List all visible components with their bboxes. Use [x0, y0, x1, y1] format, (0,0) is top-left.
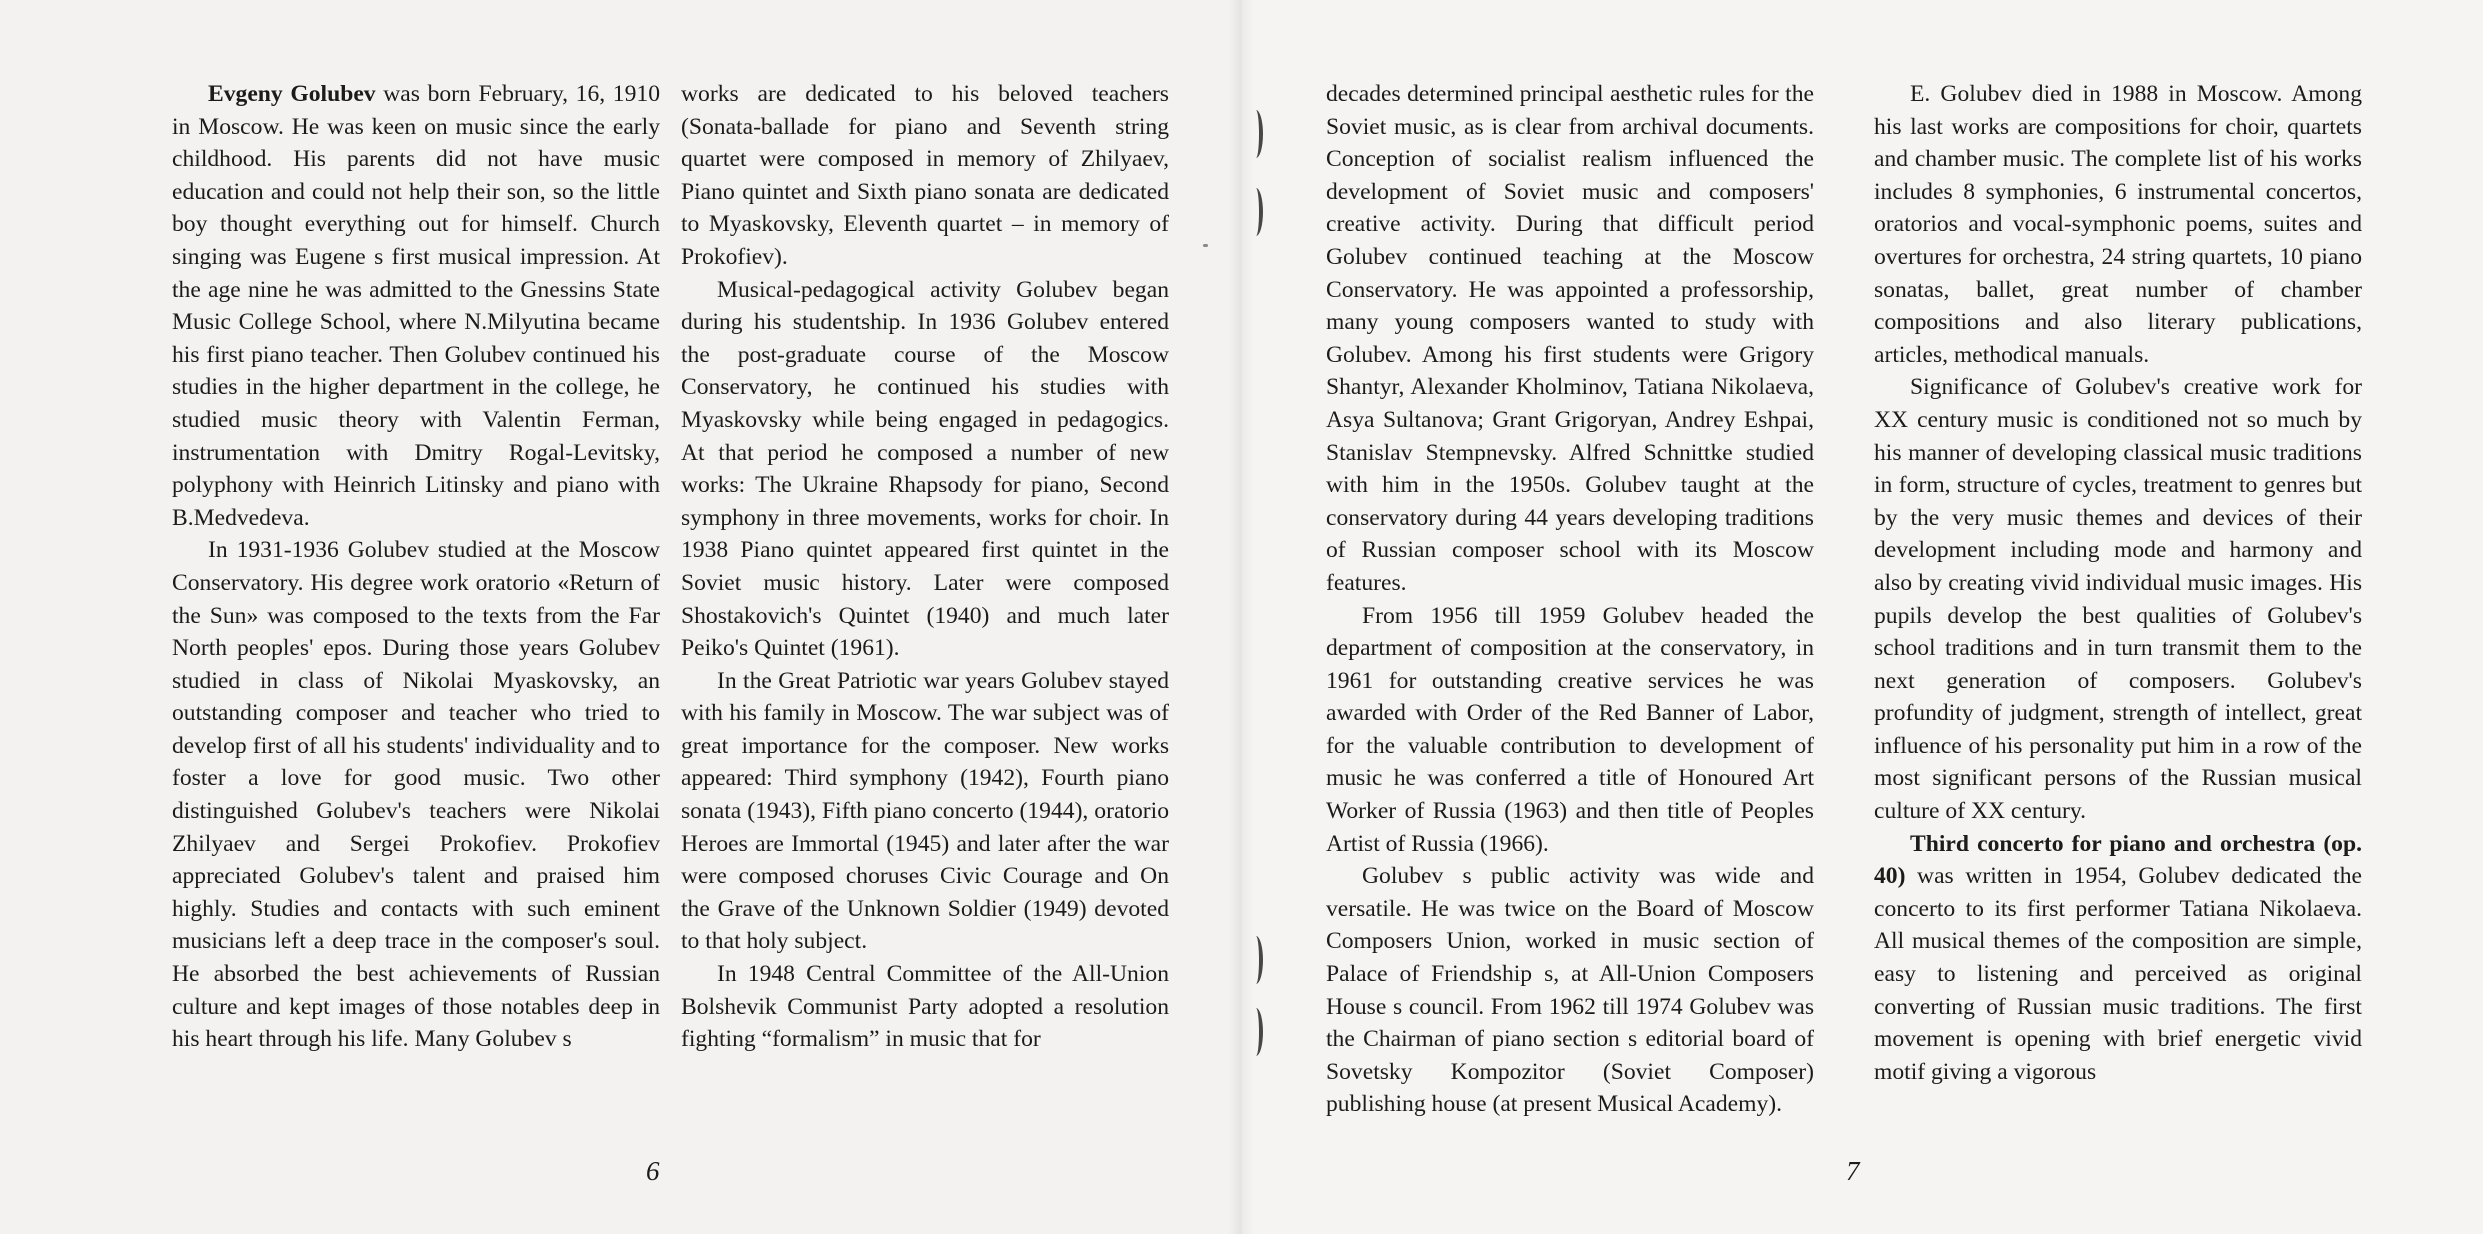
paragraph: From 1956 till 1959 Golubev headed the department of composition at the conservatory, in 1961 for outstanding creative services he was awarded with Order of the Red Banner of Labor, for the valuable contribution to development of music he was conferred a title of Honoured Art Worker of Russia (1963) and then title of Peoples Artist of Russia (1966).: [1326, 602, 1814, 857]
paragraph: E. Golubev died in 1988 in Moscow. Among his last works are compositions for choir, quartets and chamber music. The complete list of his works includes 8 symphonies, 6 instrumental concertos, oratorios and vocal-symphonic poems, suites and overtures for orchestra, 24 string quartets, 10 piano sonatas, ballet, great number of chamber compositions and also literary publications, articles, methodical manuals.: [1874, 81, 2362, 368]
paragraph: In 1931-1936 Golubev studied at the Moscow Conservatory. His degree work oratorio «Return of the Sun» was composed to the texts from the Far North peoples' epos. During those years Golubev studied in class of Nikolai Myaskovsky, an outstanding composer and teacher who tried to develop first of all his students' individuality and to foster a love for good music. Two other distinguished Golubev's teachers were Nikolai Zhilyaev and Sergei Prokofiev. Prokofiev appreciated Golubev's talent and praised him highly. Studies and contacts with such eminent musicians left a deep trace in the composer's soul. He absorbed the best achievements of Russian culture and kept images of those notables deep in his heart through his life. Many Golubev s: [172, 537, 660, 1053]
left-page: [0, 0, 1240, 1234]
paragraph: In the Great Patriotic war years Golubev stayed with his family in Moscow. The war subject was of great importance for the composer. New works appeared: Third symphony (1942), Fourth piano sonata (1943), Fifth piano concerto (1944), oratorio Heroes are Immortal (1945) and later after the war were composed choruses Civic Courage and On the Grave of the Unknown Soldier (1949) devoted to that holy subject.: [681, 667, 1169, 955]
column-4: [1874, 78, 2362, 1088]
paragraph: [172, 78, 660, 534]
staple-mark: [1249, 110, 1263, 158]
paragraph: In 1948 Central Committee of the All-Union Bolshevik Communist Party adopted a resolution fighting “formalism” in music that for: [681, 961, 1169, 1053]
paragraph: Golubev s public activity was wide and versatile. He was twice on the Board of Moscow Composers Union, worked in music section of Palace of Friendship s, at All-Union Composers House s council. From 1962 till 1974 Golubev was the Chairman of piano section s editorial board of Sovetsky Kompozitor (Soviet Composer) publishing house (at present Musical Academy).: [1326, 863, 1814, 1118]
bold-lead: Third concerto for piano and orchestra (op. 40): [1874, 830, 2362, 890]
right-page: [1240, 0, 2483, 1234]
column-2: [681, 78, 1169, 1056]
paragraph: Musical-pedagogical activity Golubev began during his studentship. In 1936 Golubev entered the post-graduate course of the Moscow Conservatory, he continued his studies with Myaskovsky while being engaged in pedagogics. At that period he composed a number of new works: The Ukraine Rhapsody for piano, Second symphony in three movements, works for choir. In 1938 Piano quintet appeared first quintet in the Soviet music history. Later were composed Shostakovich's Quintet (1940) and much later Peiko's Quintet (1961).: [681, 276, 1169, 662]
staple-mark: [1249, 936, 1263, 984]
bold-lead: Evgeny Golubev: [208, 81, 376, 107]
page-number: 6: [646, 1156, 660, 1186]
paragraph-text: was written in 1954, Golubev dedicated the concerto to its first performer Tatiana Nikolaeva. All musical themes of the composition are simple, easy to listening and perceived as original converting of Russian music traditions. The first movement is opening with brief energetic vivid motif giving a vigorous: [1874, 863, 2362, 1085]
paragraph: works are dedicated to his beloved teachers (Sonata-ballade for piano and Seventh string quartet were composed in memory of Zhilyaev, Piano quintet and Sixth piano sonata are dedicated to Myaskovsky, Eleventh quartet – in memory of Prokofiev).: [681, 81, 1169, 270]
paragraph: Significance of Golubev's creative work for XX century music is conditioned not so much by his manner of developing classical music traditions in form, structure of cycles, treatment to genres but by the very music themes and devices of their development including mode and harmony and also by creating vivid individual music images. His pupils develop the best qualities of Golubev's school traditions and in turn transmit them to the next generation of composers. Golubev's profundity of judgment, strength of intellect, great influence of his personality put him in a row of the most significant persons of the Russian musical culture of XX century.: [1874, 374, 2362, 825]
page-number: 7: [1846, 1156, 1860, 1186]
column-3: [1326, 78, 1814, 1121]
paragraph-text: was born February, 16, 1910 in Moscow. He was keen on music since the early childhood. His parents did not have music education and could not help their son, so the little boy thought everything out for himself. Church singing was Eugene s first musical impression. At the age nine he was admitted to the Gnessins State Music College School, where N.Milyutina became his first piano teacher. Then Golubev continued his studies in the higher department in the college, he studied music theory with Valentin Ferman, instrumentation with Dmitry Rogal-Levitsky, polyphony with Heinrich Litinsky and piano with B.Medvedeva.: [172, 81, 660, 531]
print-speck: [1203, 244, 1208, 247]
column-1: [172, 78, 660, 1056]
paragraph: [1874, 828, 2362, 1089]
paragraph: decades determined principal aesthetic rules for the Soviet music, as is clear from archival documents. Conception of socialist realism influenced the development of Soviet music and composers' creative activity. During that difficult period Golubev continued teaching at the Moscow Conservatory. He was appointed a professorship, many young composers wanted to study with Golubev. Among his first students were Grigory Shantyr, Alexander Kholminov, Tatiana Nikolaeva, Asya Sultanova; Grant Grigoryan, Andrey Eshpai, Stanislav Stempnevsky. Alfred Schnittke studied with him in the 1950s. Golubev taught at the conservatory during 44 years developing traditions of Russian composer school with its Moscow features.: [1326, 81, 1814, 596]
staple-mark: [1249, 1008, 1263, 1056]
staple-mark: [1249, 188, 1263, 236]
